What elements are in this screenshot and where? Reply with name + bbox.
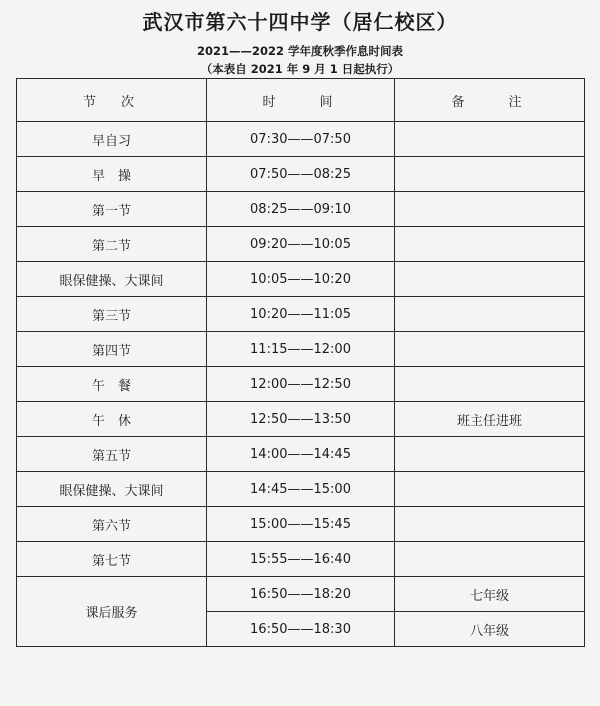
note-cell: [395, 227, 585, 262]
table-row: [17, 297, 585, 332]
time-cell: 07:30——07:50: [207, 122, 395, 157]
period-cell: 第三节: [17, 297, 207, 332]
period-cell: 第四节: [17, 332, 207, 367]
period-cell: 第七节: [17, 542, 207, 577]
note-cell: [395, 262, 585, 297]
note-cell: [395, 332, 585, 367]
note-cell: [395, 297, 585, 332]
time-cell: 10:05——10:20: [207, 262, 395, 297]
time-cell: 14:00——14:45: [207, 437, 395, 472]
note-cell: 七年级: [395, 577, 585, 612]
time-cell: 10:20——11:05: [207, 297, 395, 332]
period-cell: 第二节: [17, 227, 207, 262]
note-cell: 八年级: [395, 612, 585, 647]
time-cell: 09:20——10:05: [207, 227, 395, 262]
time-cell: 14:45——15:00: [207, 472, 395, 507]
note-cell: [395, 542, 585, 577]
table-row: [17, 577, 585, 612]
period-cell: 早自习: [17, 122, 207, 157]
table-row: [17, 157, 585, 192]
time-cell: 16:50——18:30: [207, 612, 395, 647]
time-cell: 11:15——12:00: [207, 332, 395, 367]
effective-date-note: （本表自 2021 年 9 月 1 日起执行）: [200, 62, 400, 76]
note-cell: [395, 192, 585, 227]
note-cell: [395, 157, 585, 192]
table-row: [17, 367, 585, 402]
note-cell: 班主任进班: [395, 402, 585, 437]
table-row: [17, 332, 585, 367]
period-cell: 眼保健操、大课间: [17, 472, 207, 507]
table-row: [17, 507, 585, 542]
column-header-time: 时 间: [207, 79, 395, 122]
period-cell: 第五节: [17, 437, 207, 472]
time-cell: 15:55——16:40: [207, 542, 395, 577]
time-cell: 07:50——08:25: [207, 157, 395, 192]
note-cell: [395, 507, 585, 542]
table-row: [17, 437, 585, 472]
table-row: [17, 472, 585, 507]
table-row: [17, 122, 585, 157]
period-cell: 第一节: [17, 192, 207, 227]
period-cell: 第六节: [17, 507, 207, 542]
period-cell: 眼保健操、大课间: [17, 262, 207, 297]
time-cell: 08:25——09:10: [207, 192, 395, 227]
column-header-period: 节 次: [17, 79, 207, 122]
table-header-row: [17, 79, 585, 122]
table-row: [17, 227, 585, 262]
period-cell: 早 操: [17, 157, 207, 192]
note-cell: [395, 367, 585, 402]
schedule-subtitle: 2021——2022 学年度秋季作息时间表: [196, 44, 404, 58]
period-cell: 午 休: [17, 402, 207, 437]
period-cell: 课后服务: [17, 577, 207, 647]
school-title: 武汉市第六十四中学（居仁校区）: [142, 10, 458, 34]
schedule-table: [16, 78, 585, 647]
note-cell: [395, 122, 585, 157]
time-cell: 16:50——18:20: [207, 577, 395, 612]
note-cell: [395, 437, 585, 472]
table-row: [17, 402, 585, 437]
column-header-note: 备 注: [395, 79, 585, 122]
period-cell: 午 餐: [17, 367, 207, 402]
time-cell: 12:00——12:50: [207, 367, 395, 402]
time-cell: 15:00——15:45: [207, 507, 395, 542]
table-row: [17, 192, 585, 227]
note-cell: [395, 472, 585, 507]
table-row: [17, 262, 585, 297]
time-cell: 12:50——13:50: [207, 402, 395, 437]
table-row: [17, 542, 585, 577]
